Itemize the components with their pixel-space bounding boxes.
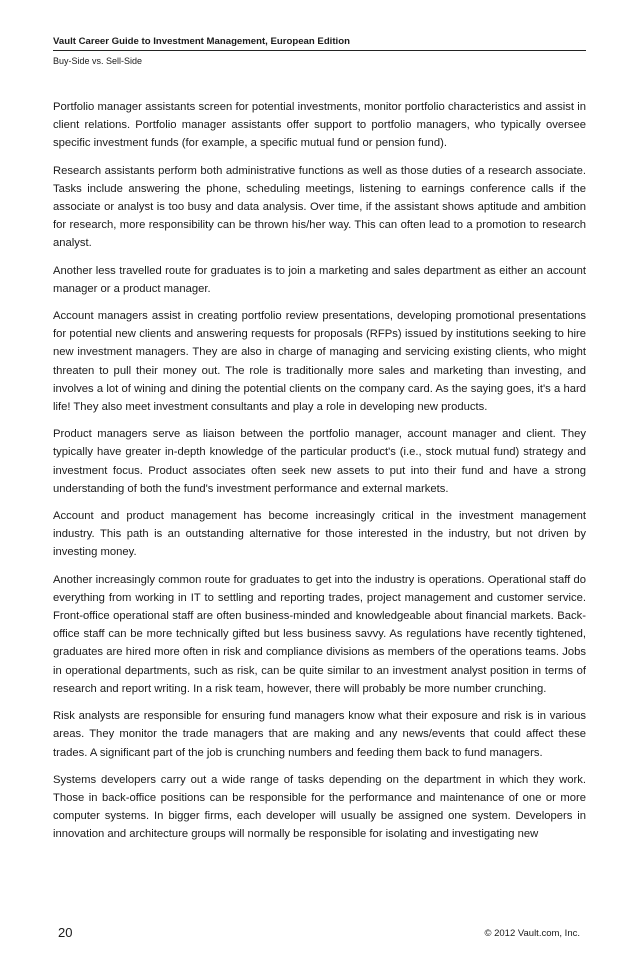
paragraph-risk-analysts: Risk analysts are responsible for ensuring fund managers know what their exposure and risk is in various areas. They monitor the trade managers that are making and any news/events that could affect these trades. A significant part of the job is crunching numbers and feeding them back to fund managers.: [53, 710, 586, 759]
body-text: [53, 98, 586, 853]
paragraph-operations: Another increasingly common route for graduates to get into the industry is operations. Operational staff do everything from working in IT to settling and reporting trades, project management and customer service. Front-office operational staff are often business-minded and knowledgeable about financial markets. Back-office staff can be more technically gifted but less business savvy. As regulations have recently tightened, graduates are hired more often in risk and compliance divisions as members of the operations teams. Jobs in operational departments, such as risk, can be quite similar to an investment analyst position in terms of research and report writing. In a risk team, however, there will probably be more number crunching.: [53, 573, 586, 695]
running-header: [53, 36, 586, 67]
paragraph-account-and-product-management: Account and product management has become increasingly critical in the investment management industry. This path is an outstanding alternative for those interested in the industry, but not driven by investing money.: [53, 510, 586, 559]
page-number: 20: [58, 925, 73, 940]
copyright-notice: © 2012 Vault.com, Inc.: [484, 928, 580, 939]
section-title: Buy-Side vs. Sell-Side: [53, 56, 143, 66]
paragraph-marketing-and-sales: Another less travelled route for graduates is to join a marketing and sales department as either an account manager or a product manager.: [53, 264, 586, 295]
book-title: Vault Career Guide to Investment Management, European Edition: [53, 36, 586, 51]
paragraph-product-managers: Product managers serve as liaison between the portfolio manager, account manager and client. They typically have greater in-depth knowledge of the particular product's (i.e., stock mutual fund) strategy and investment focus. Product associates often seek new assets to put into their fund and have a strong understanding of both the fund's investment performance and external markets.: [53, 428, 586, 495]
paragraph-systems-developers: Systems developers carry out a wide range of tasks depending on the department in which they work. Those in back-office positions can be responsible for the performance and maintenance of one or more computer systems. In bigger firms, each developer will usually be assigned one system. Developers in innovation and architecture groups will normally be responsible for isolating and investigating new: [53, 773, 586, 841]
page-footer: [58, 927, 580, 941]
paragraph-research-assistants: Research assistants perform both administrative functions as well as those duties of a research associate. Tasks include answering the phone, scheduling meetings, listening to earnings conference calls if the associate or analyst is too busy and data analysis. Over time, if the assistant shows aptitude and ambition for research, more responsibility can be thrown his/her way. This can often lead to a promotion to research analyst.: [53, 164, 586, 250]
paragraph-account-managers: Account managers assist in creating portfolio review presentations, developing promotional presentations for potential new clients and answering requests for proposals (RFPs) issued by institutions seeking to hire new investment managers. They are also in charge of managing and servicing existing clients, who might threaten to pull their money out. The role is traditionally more sales and marketing than investing, and involves a lot of wining and dining the potential clients on the company card. As the saying goes, it's a hard life! They also meet investment consultants and play a role in developing new products.: [53, 310, 586, 414]
paragraph-portfolio-manager-assistants: Portfolio manager assistants screen for potential investments, monitor portfolio characteristics and assist in client relations. Portfolio manager assistants offer support to portfolio managers, who typically oversee specific investment funds (for example, a specific mutual fund or pension fund).: [53, 101, 586, 150]
